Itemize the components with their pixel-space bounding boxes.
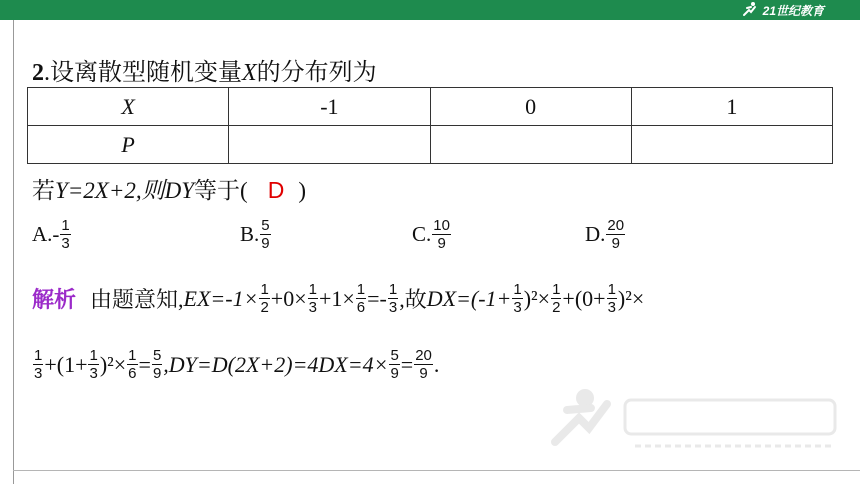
solution-text: ,DY=D(2X+2)=4DX=4× — [163, 351, 389, 377]
runner-icon — [741, 1, 759, 20]
option-sign: - — [52, 222, 60, 246]
denominator: 3 — [513, 299, 522, 316]
table-cell: X — [28, 88, 229, 126]
question-prompt — [32, 172, 306, 205]
denominator: 3 — [607, 299, 616, 316]
fraction — [389, 348, 399, 381]
denominator: 2 — [552, 299, 561, 316]
solution-line-2 — [32, 348, 439, 381]
prompt-close: ) — [298, 178, 307, 203]
question-title — [32, 52, 377, 87]
solution-text: )²× — [523, 285, 551, 311]
fraction — [152, 348, 162, 381]
denominator: 9 — [437, 235, 446, 252]
denominator: 3 — [61, 235, 70, 252]
solution-text: ,故 — [399, 287, 427, 312]
denominator: 3 — [388, 299, 398, 316]
solution-text: +0× — [270, 285, 307, 311]
solution-text: DX=(-1+ — [426, 285, 512, 311]
solution-intro: 由题意知, — [90, 287, 184, 312]
table-cell: 1 — [631, 88, 832, 126]
solution-text: = — [400, 351, 414, 377]
watermark-logo — [545, 380, 845, 460]
solution-text: +(1+ — [44, 351, 88, 377]
bottom-border — [13, 470, 860, 471]
option-c[interactable] — [412, 218, 452, 251]
table-cell — [631, 126, 832, 164]
prompt-expr: Y=2X+2,则DY — [55, 178, 195, 203]
question-variable: X — [242, 60, 257, 86]
fraction — [607, 282, 617, 315]
fraction — [414, 348, 433, 381]
left-border — [13, 20, 14, 484]
option-letter: A. — [32, 222, 53, 246]
brand-text: 21世纪教育 — [762, 3, 824, 18]
fraction — [512, 282, 522, 315]
solution-text: EX=-1× — [183, 285, 259, 311]
fraction — [356, 282, 366, 315]
fraction — [308, 282, 318, 315]
solution-line-1 — [32, 282, 644, 315]
denominator: 3 — [89, 365, 98, 382]
table-cell — [229, 126, 430, 164]
table-cell: -1 — [229, 88, 430, 126]
numerator: 1 — [308, 281, 317, 298]
solution-tag: 解析 — [32, 288, 77, 313]
numerator: 5 — [390, 347, 399, 364]
numerator: 1 — [89, 347, 98, 364]
denominator: 9 — [611, 235, 620, 252]
answer-mark: D — [267, 177, 285, 203]
numerator: 5 — [261, 217, 270, 234]
denominator: 3 — [34, 365, 43, 382]
table-cell — [430, 126, 631, 164]
fraction — [259, 282, 269, 315]
numerator: 5 — [152, 347, 162, 364]
numerator: 1 — [356, 281, 366, 298]
denominator: 3 — [308, 299, 317, 316]
question-stem-after: 的分布列为 — [256, 60, 377, 86]
table-row — [28, 88, 833, 126]
denominator: 9 — [152, 365, 162, 382]
solution-text: = — [138, 351, 151, 377]
table-cell: P — [28, 126, 229, 164]
numerator: 1 — [607, 281, 616, 298]
brand-logo — [741, 1, 824, 19]
solution-text: +(0+ — [562, 285, 606, 311]
question-number: 2 — [32, 60, 44, 86]
solution-text: )²× — [99, 351, 127, 377]
denominator: 9 — [419, 365, 428, 382]
numerator: 1 — [34, 347, 43, 364]
fraction — [551, 282, 561, 315]
option-fraction — [60, 218, 70, 251]
fraction — [88, 348, 98, 381]
fraction — [127, 348, 137, 381]
table-row — [28, 126, 833, 164]
option-fraction — [606, 218, 625, 251]
numerator: 1 — [552, 281, 561, 298]
denominator: 6 — [356, 299, 366, 316]
solution-text: )²× — [617, 285, 645, 311]
solution-text: =- — [367, 285, 387, 311]
numerator: 20 — [607, 217, 625, 234]
numerator: 1 — [260, 281, 269, 298]
denominator: 2 — [260, 299, 269, 316]
table-cell: 0 — [430, 88, 631, 126]
solution-text: . — [433, 351, 440, 377]
option-letter: D. — [585, 222, 606, 246]
question-stem-before: .设离散型随机变量 — [44, 60, 242, 86]
solution-text: +1× — [318, 285, 355, 311]
fraction — [388, 282, 398, 315]
numerator: 1 — [388, 281, 398, 298]
option-letter: C. — [412, 222, 432, 246]
numerator: 1 — [128, 347, 137, 364]
prompt-part2: 等于( — [194, 178, 248, 203]
top-bar — [0, 0, 860, 20]
numerator: 1 — [513, 281, 522, 298]
fraction — [33, 348, 43, 381]
prompt-part1: 若 — [32, 178, 55, 203]
numerator: 10 — [433, 217, 450, 234]
numerator: 1 — [61, 217, 70, 234]
option-b[interactable] — [240, 218, 272, 251]
numerator: 20 — [415, 347, 432, 364]
option-a[interactable] — [32, 218, 72, 251]
option-fraction — [432, 218, 451, 251]
denominator: 9 — [390, 365, 399, 382]
denominator: 9 — [261, 235, 270, 252]
option-letter: B. — [240, 222, 260, 246]
denominator: 6 — [128, 365, 137, 382]
distribution-table — [27, 87, 833, 164]
option-fraction — [260, 218, 270, 251]
option-d[interactable] — [585, 218, 626, 251]
